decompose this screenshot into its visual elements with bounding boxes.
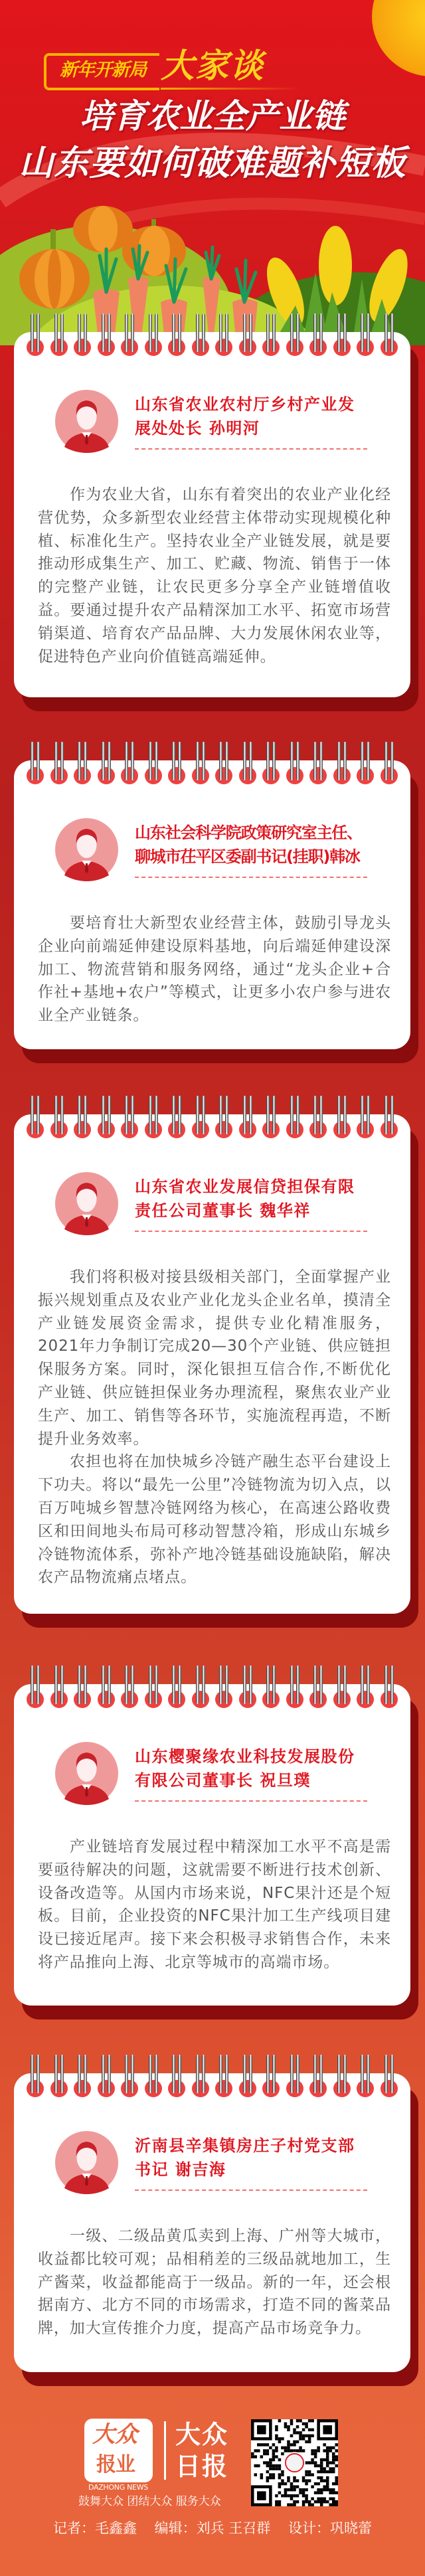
binder-ring (168, 742, 185, 788)
binder-ring (121, 1096, 138, 1142)
credits (0, 2520, 425, 2537)
binder-ring (333, 1096, 351, 1142)
avatar-icon (55, 818, 118, 881)
binder-ring (309, 313, 327, 360)
binder-ring (168, 313, 185, 360)
credit-designer: 设计：巩晓蕾 (288, 2520, 373, 2536)
binder-ring (215, 1666, 232, 1712)
binder-ring (192, 1096, 209, 1142)
quote-paragraph: 产业链培育发展过程中精深加工水平不高是需要亟待解决的问题，这就需要不断进行技术创新、设备改造等。从国内市场来说，NFC果汁还是个短板。目前，企业投资的NFC果汁加工生产线项目建设已接近尾声。接下来会积极寻求销售合作，未来将产品推向上海、北京等城市的高端市场。 (38, 1838, 391, 1971)
binder-ring (27, 1096, 44, 1142)
card-body (14, 1114, 410, 1614)
credit-editor: 编辑：刘兵 王召群 (154, 2520, 271, 2536)
speaker-title-line: 山东社会科学院政策研究室主任、 (135, 823, 362, 842)
binder-ring (357, 1096, 374, 1142)
logo-main-text: 报业 (96, 2453, 135, 2476)
binder-ring (381, 742, 398, 788)
binder-rings (14, 1096, 410, 1142)
quote-paragraph: 我们将积极对接县级相关部门，全面掌握产业振兴规划重点及农业产业化龙头企业名单，摸清全产业链发展资金需求，提供专业化精准服务，2021年力争制订完成20—30个产业链、供应链担保服务方案。同时，深化银担互信合作,不断优化产业链、供应链担保业务办理流程，聚焦农业产业生产、加工、销售等各环节，实施流程再造，不断提升业务效率。 (38, 1268, 391, 1448)
binder-ring (239, 1666, 256, 1712)
binder-rings (14, 313, 410, 360)
quote-paragraph: 农担也将在加快城乡冷链产融生态平台建设上下功夫。将以“最先一公里”冷链物流为切入点，以百万吨城乡智慧冷链网络为核心，在高速公路收费区和田间地头布局可移动智慧冷箱，形成山东城乡冷链物流体系，弥补产地冷链基础设施缺陷，解决农产品物流痛点堵点。 (38, 1453, 391, 1587)
interview-card (14, 1684, 410, 2006)
speaker-title-line: 山东樱聚缘农业科技发展股份 (135, 1747, 355, 1766)
binder-ring (333, 2055, 351, 2101)
binder-ring (381, 1666, 398, 1712)
binder-ring (168, 2055, 185, 2101)
binder-ring (98, 313, 115, 360)
dashed-divider (135, 1800, 367, 1802)
speaker-title-line: 有限公司董事长 祝旦璞 (135, 1771, 311, 1790)
footer-divider (164, 2421, 166, 2480)
binder-ring (286, 313, 303, 360)
speaker-title-line: 山东省农业农村厅乡村产业发 (135, 395, 355, 414)
quote-text (38, 2225, 391, 2340)
binder-ring (98, 1666, 115, 1712)
binder-ring (215, 2055, 232, 2101)
brand-line2: 日报 (175, 2452, 229, 2481)
logo-script: 大众 (92, 2421, 137, 2448)
binder-ring (215, 742, 232, 788)
binder-ring (121, 313, 138, 360)
binder-ring (192, 1666, 209, 1712)
dashed-divider (135, 1231, 367, 1232)
logo-english: DAZHONG NEWS (88, 2483, 148, 2492)
binder-ring (74, 1096, 91, 1142)
binder-ring (381, 1096, 398, 1142)
binder-ring (239, 2055, 256, 2101)
binder-ring (192, 742, 209, 788)
binder-ring (50, 742, 68, 788)
speaker-title (135, 1745, 355, 1792)
badge-script: 大家谈 (161, 46, 264, 85)
binder-ring (333, 742, 351, 788)
interview-card (14, 760, 410, 1049)
qr-code[interactable] (251, 2419, 338, 2506)
binder-ring (27, 2055, 44, 2101)
slogan: 鼓舞大众 团结大众 服务大众 (78, 2495, 221, 2508)
quote-text (38, 1266, 391, 1589)
speaker-title (135, 2134, 355, 2182)
binder-ring (309, 1666, 327, 1712)
binder-rings (14, 1666, 410, 1712)
avatar-icon (55, 1742, 118, 1805)
card-body (14, 2073, 410, 2372)
binder-ring (145, 1666, 162, 1712)
binder-ring (145, 742, 162, 788)
page-title-line1: 培育农业全产业链 (80, 97, 345, 135)
binder-ring (286, 742, 303, 788)
binder-ring (27, 742, 44, 788)
binder-ring (309, 742, 327, 788)
interview-card (14, 332, 410, 697)
binder-ring (239, 1096, 256, 1142)
binder-ring (333, 313, 351, 360)
binder-ring (27, 313, 44, 360)
interview-card (14, 2073, 410, 2372)
binder-ring (145, 1096, 162, 1142)
speaker-title-line: 沂南县辛集镇房庄子村党支部 (135, 2136, 355, 2155)
binder-ring (333, 1666, 351, 1712)
binder-ring (145, 2055, 162, 2101)
binder-ring (381, 313, 398, 360)
binder-ring (262, 2055, 280, 2101)
binder-ring (27, 1666, 44, 1712)
quote-text (38, 483, 391, 668)
brand-line1: 大众 (175, 2420, 229, 2449)
binder-ring (50, 1666, 68, 1712)
binder-ring (74, 2055, 91, 2101)
binder-ring (286, 2055, 303, 2101)
quote-paragraph: 作为农业大省，山东有着突出的农业产业化经营优势，众多新型农业经营主体带动实现规模化种植、标准化生产。坚持农业全产业链发展，就是要推动形成集生产、加工、贮藏、物流、销售于一体的完整产业链，让农民更多分享全产业链增值收益。要通过提升农产品精深加工水平、拓宽市场营销渠道、培育农产品品牌、大力发展休闲农业等，促进特色产业向价值链高端延伸。 (38, 486, 391, 665)
quote-paragraph: 要培育壮大新型农业经营主体，鼓励引导龙头企业向前端延伸建设原料基地，向后端延伸建设深加工、物流营销和服务网络，通过“龙头企业+合作社+基地+农户”等模式，让更多小农户参与进农业全产业链条。 (38, 914, 391, 1025)
binder-ring (74, 1666, 91, 1712)
sun-shape (372, 0, 425, 76)
binder-ring (74, 742, 91, 788)
binder-ring (121, 742, 138, 788)
binder-ring (309, 1096, 327, 1142)
speaker-title (135, 821, 362, 869)
binder-rings (14, 742, 410, 788)
binder-ring (168, 1666, 185, 1712)
binder-ring (239, 313, 256, 360)
binder-ring (50, 2055, 68, 2101)
dashed-divider (135, 448, 367, 450)
binder-ring (192, 2055, 209, 2101)
binder-ring (357, 2055, 374, 2101)
hero-banner (0, 0, 425, 345)
avatar-icon (55, 1172, 118, 1235)
quote-paragraph: 一级、二级品黄瓜卖到上海、广州等大城市，收益都比较可观；品相稍差的三级品就地加工，生产酱菜，收益都能高于一级品。新的一年，还会根据南方、北方不同的市场需求，打造不同的酱菜品牌，加大宣传推介力度，提高产品市场竞争力。 (38, 2227, 391, 2338)
binder-ring (357, 742, 374, 788)
quote-text (38, 912, 391, 1027)
binder-ring (145, 313, 162, 360)
speaker-title-line: 书记 谢吉海 (135, 2160, 226, 2179)
event-badge (41, 40, 264, 98)
binder-ring (192, 313, 209, 360)
binder-ring (262, 1096, 280, 1142)
binder-ring (286, 1096, 303, 1142)
binder-ring (262, 313, 280, 360)
binder-ring (215, 1096, 232, 1142)
avatar-icon (55, 390, 118, 453)
card-body (14, 332, 410, 697)
binder-ring (381, 2055, 398, 2101)
quote-text (38, 1836, 391, 1974)
binder-ring (121, 2055, 138, 2101)
binder-ring (215, 313, 232, 360)
binder-ring (98, 742, 115, 788)
binder-ring (262, 742, 280, 788)
credit-reporter: 记者：毛鑫鑫 (52, 2520, 137, 2536)
binder-ring (74, 313, 91, 360)
dashed-divider (135, 2190, 367, 2191)
binder-ring (50, 1096, 68, 1142)
speaker-title-line: 聊城市茌平区委副书记(挂职)韩冰 (135, 847, 360, 866)
interview-card (14, 1114, 410, 1614)
speaker-title (135, 392, 355, 440)
binder-ring (357, 313, 374, 360)
speaker-title-line: 责任公司董事长 魏华祥 (135, 1201, 311, 1220)
dashed-divider (135, 877, 367, 878)
binder-ring (168, 1096, 185, 1142)
binder-ring (286, 1666, 303, 1712)
card-body (14, 760, 410, 1049)
page-title-line2: 山东要如何破难题补短板 (19, 143, 406, 183)
avatar-icon (55, 2131, 118, 2194)
card-body (14, 1684, 410, 2006)
binder-ring (98, 1096, 115, 1142)
binder-ring (121, 1666, 138, 1712)
speaker-title-line: 山东省农业发展信贷担保有限 (135, 1177, 355, 1196)
dazhong-logo (84, 2419, 153, 2482)
binder-ring (98, 2055, 115, 2101)
binder-ring (262, 1666, 280, 1712)
badge-text: 新年开新局 (60, 60, 146, 80)
badge-underline (161, 88, 300, 90)
binder-ring (357, 1666, 374, 1712)
binder-rings (14, 2055, 410, 2101)
binder-ring (50, 313, 68, 360)
binder-ring (239, 742, 256, 788)
speaker-title (135, 1175, 355, 1223)
speaker-title-line: 展处处长 孙明河 (135, 419, 260, 438)
binder-ring (309, 2055, 327, 2101)
